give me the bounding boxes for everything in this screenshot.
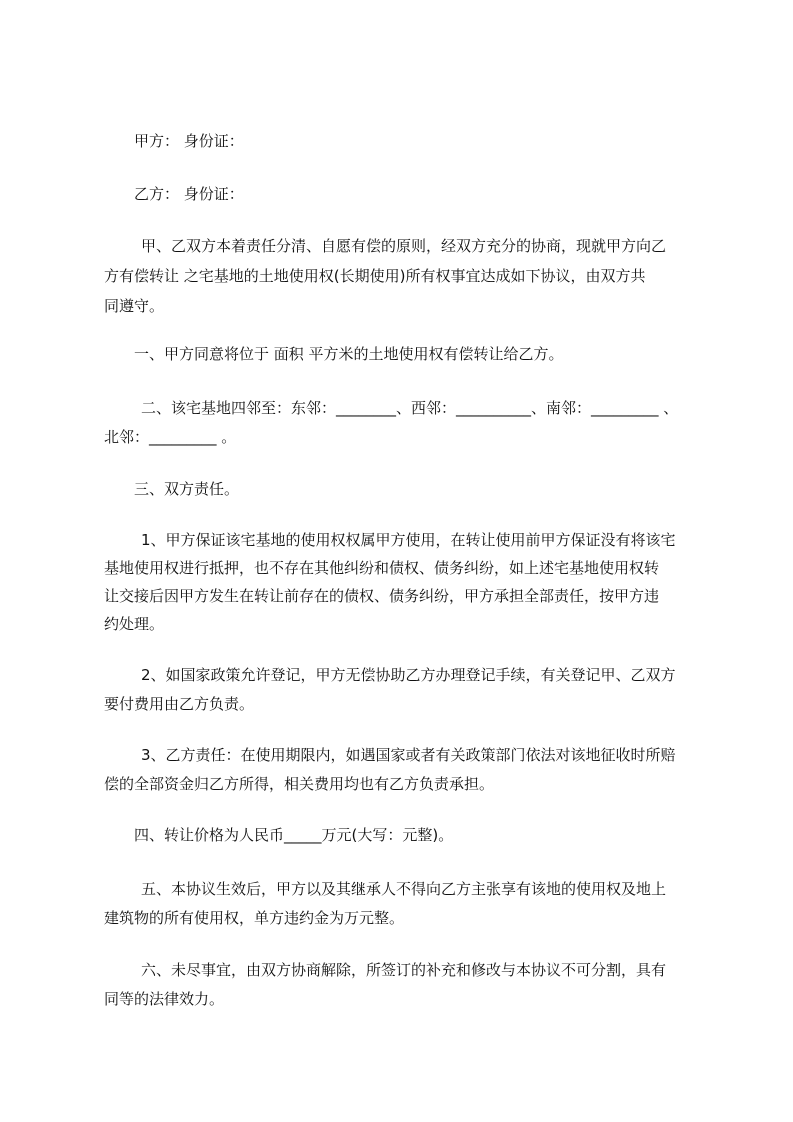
clause-5-line-1: 五、本协议生效后，甲方以及其继承人不得向乙方主张享有该地的使用权及地上 xyxy=(141,880,667,898)
clause-3-3-line-1: 3、乙方责任：在使用期限内，如遇国家或者有关政策部门依法对该地征收时所赔 xyxy=(141,746,676,764)
intro-line-2: 方有偿转让 之宅基地的土地使用权(长期使用)所有权事宜达成如下协议，由双方共 xyxy=(104,267,646,285)
clause-6-line-1: 六、未尽事宜，由双方协商解除，所签订的补充和修改与本协议不可分割，具有 xyxy=(141,961,667,979)
intro-line-1: 甲、乙双方本着责任分清、自愿有偿的原则，经双方充分的协商，现就甲方向乙 xyxy=(141,237,667,255)
clause-3-line-1: 三、双方责任。 xyxy=(134,480,240,498)
clause-2-line-1: 二、该宅基地四邻至：东邻：________、西邻：__________、南邻：_________ 、 xyxy=(141,399,679,417)
clause-3-1-line-4: 约处理。 xyxy=(104,615,165,633)
clause-4-line-1: 四、转让价格为人民币_____万元(大写：元整)。 xyxy=(134,826,454,844)
clause-3-1-line-2: 基地使用权进行抵押，也不存在其他纠纷和债权、债务纠纷，如上述宅基地使用权转 xyxy=(104,559,660,577)
clause-3-2-line-1: 2、如国家政策允许登记，甲方无偿协助乙方办理登记手续，有关登记甲、乙双方 xyxy=(141,666,676,684)
intro-line-3: 同遵守。 xyxy=(104,297,165,315)
clause-5-line-2: 建筑物的所有使用权，单方违约金为万元整。 xyxy=(104,909,405,927)
clause-6-line-2: 同等的法律效力。 xyxy=(104,990,225,1008)
clause-3-1-line-3: 让交接后因甲方发生在转让前存在的债权、债务纠纷，甲方承担全部责任，按甲方违 xyxy=(104,587,660,605)
party-a-text: 甲方： 身份证： xyxy=(134,132,244,150)
clause-3-2-line-2: 要付费用由乙方负责。 xyxy=(104,695,255,713)
clause-2-line-2: 北邻：_________ 。 xyxy=(104,428,237,446)
party-b-text: 乙方： 身份证： xyxy=(134,185,244,203)
clause-1-line-1: 一、甲方同意将位于 面积 平方米的土地使用权有偿转让给乙方。 xyxy=(134,345,564,363)
clause-3-3-line-2: 偿的全部资金归乙方所得，相关费用均也有乙方负责承担。 xyxy=(104,775,495,793)
clause-3-1-line-1: 1、甲方保证该宅基地的使用权权属甲方使用，在转让使用前甲方保证没有将该宅 xyxy=(141,531,676,549)
